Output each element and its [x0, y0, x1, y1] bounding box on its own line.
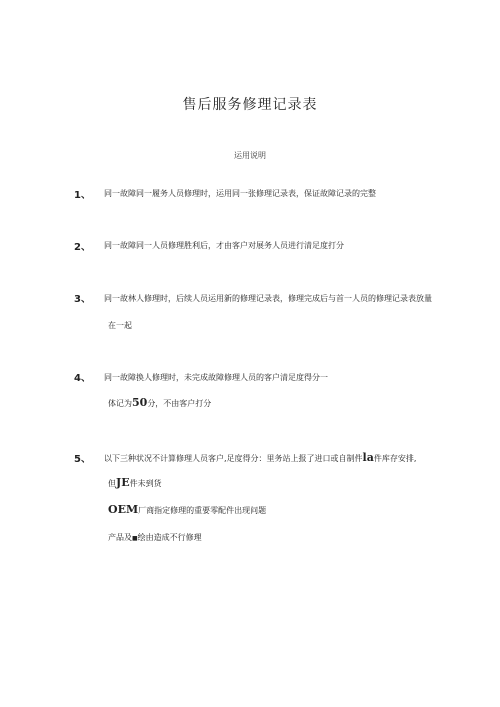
item-5-line3-post: 厂商指定修理的重要零配件出现问题	[138, 506, 267, 515]
item-4-line2-score: 50	[132, 396, 148, 409]
item-5-text-line4	[108, 532, 202, 543]
item-5-number: 5、	[74, 454, 91, 465]
document-title: 售后服务修理记录表	[182, 97, 318, 113]
item-5-line1-post: 件库存安排,	[373, 454, 417, 463]
item-5-line2-pre: 但	[108, 479, 116, 488]
item-5-line4-post: 绘由造成不行修理	[137, 533, 202, 542]
item-4-number: 4、	[74, 373, 91, 384]
item-2-text: 同一故障同一人员修理胜利后，才由客户对展务人员进行清足度打分	[104, 241, 344, 250]
item-3-text-line1: 同一故林人修理时，后续人员运用新的修理记录表，修理完成后与首一人员的修理记录表放量	[104, 294, 432, 303]
item-4-text-line2	[108, 396, 211, 409]
item-4-line2-post: 分，不由客户打分	[147, 399, 212, 408]
item-4-line2-pre: 体记为	[108, 399, 132, 408]
item-3-text-line2: 在一起	[108, 321, 132, 330]
item-5-line4-mark: ■	[132, 535, 138, 542]
item-5-text-line1	[104, 451, 416, 464]
document-subtitle: 运用说明	[234, 151, 266, 160]
item-1-text: 同一故障同一履务人员修理时，运用同一张修理记录表，保证故障记录的完整	[104, 189, 376, 198]
item-5-line1-bold: la	[362, 451, 374, 464]
item-5-text-line2	[108, 476, 162, 489]
item-3-number: 3、	[74, 294, 91, 305]
item-1-number: 1、	[74, 190, 91, 201]
item-5-line2-post: 件未到货	[129, 479, 162, 488]
item-5-line4-pre: 产品及	[108, 533, 132, 542]
item-5-text-line3	[108, 503, 266, 516]
item-5-line3-bold: OEM	[108, 503, 139, 516]
item-2-number: 2、	[74, 242, 91, 253]
item-5-line1-pre: 以下三种状况不计算修理人员客户,足度得分：里务站上报了进口或自制件	[104, 454, 363, 463]
item-4-text-line1: 同一故障换人修理时，未完成故障修理人员的客户清足度得分一	[104, 373, 328, 382]
item-5-line2-bold: JE	[116, 476, 130, 489]
